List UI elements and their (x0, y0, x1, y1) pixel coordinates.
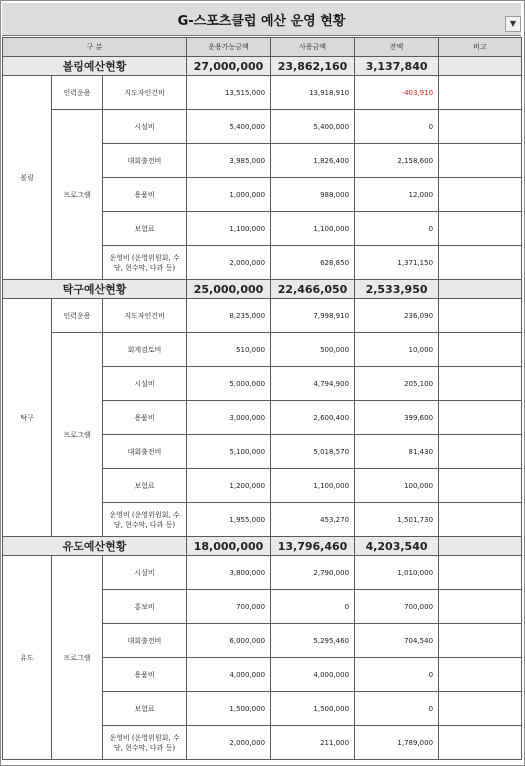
cell-balance: 399,600 (355, 401, 439, 435)
group-label: 프로그램 (52, 556, 103, 760)
cell-balance: 0 (355, 212, 439, 246)
summary-label: 탁구예산현황 (3, 280, 187, 299)
item-label: 대회출전비 (103, 624, 187, 658)
cell-note (439, 624, 522, 658)
cell-used: 5,295,460 (271, 624, 355, 658)
summary-balance: 2,533,950 (355, 280, 439, 299)
cell-used: 5,018,570 (271, 435, 355, 469)
item-label: 시설비 (103, 367, 187, 401)
summary-row-tabletennis (3, 280, 522, 299)
table-row (3, 110, 522, 144)
cell-note (439, 401, 522, 435)
cell-used: 628,850 (271, 246, 355, 280)
table-row (3, 76, 522, 110)
header-row (3, 38, 522, 57)
cell-note (439, 76, 522, 110)
cell-note (439, 333, 522, 367)
summary-note (439, 537, 522, 556)
cell-balance: 0 (355, 110, 439, 144)
cell-balance: 2,158,600 (355, 144, 439, 178)
cell-available: 700,000 (187, 590, 271, 624)
sport-label: 탁구 (3, 299, 52, 537)
group-label: 프로그램 (52, 110, 103, 280)
cell-note (439, 590, 522, 624)
sport-label: 유도 (3, 556, 52, 760)
cell-balance: -403,910 (355, 76, 439, 110)
cell-balance: 205,100 (355, 367, 439, 401)
cell-balance: 700,000 (355, 590, 439, 624)
summary-balance: 3,137,840 (355, 57, 439, 76)
cell-available: 5,400,000 (187, 110, 271, 144)
cell-used: 5,400,000 (271, 110, 355, 144)
summary-row-judo (3, 537, 522, 556)
cell-available: 3,800,000 (187, 556, 271, 590)
group-label: 프로그램 (52, 333, 103, 537)
cell-used: 4,794,900 (271, 367, 355, 401)
group-label: 인력운용 (52, 299, 103, 333)
summary-used: 23,862,160 (271, 57, 355, 76)
header-category: 구 분 (3, 38, 187, 57)
cell-balance: 0 (355, 692, 439, 726)
cell-available: 1,200,000 (187, 469, 271, 503)
cell-available: 4,000,000 (187, 658, 271, 692)
item-label: 시설비 (103, 110, 187, 144)
cell-note (439, 503, 522, 537)
cell-available: 13,515,000 (187, 76, 271, 110)
cell-used: 500,000 (271, 333, 355, 367)
cell-used: 1,100,000 (271, 469, 355, 503)
cell-used: 7,998,910 (271, 299, 355, 333)
summary-balance: 4,203,540 (355, 537, 439, 556)
cell-available: 3,985,000 (187, 144, 271, 178)
cell-available: 2,000,000 (187, 246, 271, 280)
cell-used: 2,790,000 (271, 556, 355, 590)
cell-note (439, 246, 522, 280)
cell-note (439, 556, 522, 590)
budget-table (2, 37, 522, 760)
cell-balance: 1,501,730 (355, 503, 439, 537)
cell-note (439, 299, 522, 333)
cell-used: 211,000 (271, 726, 355, 760)
item-label: 홍보비 (103, 590, 187, 624)
item-label: 시설비 (103, 556, 187, 590)
cell-balance: 12,000 (355, 178, 439, 212)
item-label: 운영비 (운영위원회, 수당, 현수막, 다과 등) (103, 726, 187, 760)
item-label: 용품비 (103, 658, 187, 692)
item-label: 보험료 (103, 212, 187, 246)
cell-used: 1,826,400 (271, 144, 355, 178)
sheet-title-text: G-스포츠클럽 예산 운영 현황 (177, 13, 346, 29)
cell-note (439, 110, 522, 144)
cell-note (439, 658, 522, 692)
cell-balance: 100,000 (355, 469, 439, 503)
cell-balance: 10,000 (355, 333, 439, 367)
cell-balance: 1,371,150 (355, 246, 439, 280)
cell-available: 3,000,000 (187, 401, 271, 435)
summary-available: 25,000,000 (187, 280, 271, 299)
cell-note (439, 178, 522, 212)
table-row (3, 556, 522, 590)
summary-available: 18,000,000 (187, 537, 271, 556)
chevron-down-icon[interactable]: ▼ (505, 16, 521, 32)
cell-used: 2,600,400 (271, 401, 355, 435)
cell-balance: 1,010,000 (355, 556, 439, 590)
cell-note (439, 435, 522, 469)
sport-label: 볼링 (3, 76, 52, 280)
cell-note (439, 726, 522, 760)
table-row (3, 299, 522, 333)
item-label: 대회출전비 (103, 144, 187, 178)
group-label: 인력운용 (52, 76, 103, 110)
cell-used: 1,500,000 (271, 692, 355, 726)
summary-used: 13,796,460 (271, 537, 355, 556)
item-label: 보험료 (103, 692, 187, 726)
cell-note (439, 469, 522, 503)
cell-balance: 1,789,000 (355, 726, 439, 760)
cell-used: 4,000,000 (271, 658, 355, 692)
item-label: 운영비 (운영위원회, 수당, 현수막, 다과 등) (103, 246, 187, 280)
item-label: 지도자인건비 (103, 299, 187, 333)
cell-balance: 0 (355, 658, 439, 692)
cell-used: 1,100,000 (271, 212, 355, 246)
summary-label: 볼링예산현황 (3, 57, 187, 76)
cell-available: 8,235,000 (187, 299, 271, 333)
item-label: 용품비 (103, 178, 187, 212)
cell-available: 1,000,000 (187, 178, 271, 212)
cell-note (439, 212, 522, 246)
item-label: 대회출전비 (103, 435, 187, 469)
item-label: 운영비 (운영위원회, 수당, 현수막, 다과 등) (103, 503, 187, 537)
cell-balance: 704,540 (355, 624, 439, 658)
header-note: 비고 (439, 38, 522, 57)
summary-row-bowling (3, 57, 522, 76)
cell-used: 0 (271, 590, 355, 624)
cell-used: 453,270 (271, 503, 355, 537)
header-used: 사용금액 (271, 38, 355, 57)
cell-available: 5,100,000 (187, 435, 271, 469)
cell-balance: 236,090 (355, 299, 439, 333)
cell-available: 510,000 (187, 333, 271, 367)
item-label: 용품비 (103, 401, 187, 435)
cell-available: 5,000,000 (187, 367, 271, 401)
cell-note (439, 692, 522, 726)
cell-available: 1,955,000 (187, 503, 271, 537)
cell-used: 988,000 (271, 178, 355, 212)
header-balance: 잔액 (355, 38, 439, 57)
cell-available: 1,500,000 (187, 692, 271, 726)
sheet-title (2, 3, 521, 36)
summary-used: 22,466,050 (271, 280, 355, 299)
summary-label: 유도예산현황 (3, 537, 187, 556)
item-label: 회계검토비 (103, 333, 187, 367)
cell-available: 2,000,000 (187, 726, 271, 760)
summary-note (439, 57, 522, 76)
table-row (3, 333, 522, 367)
summary-available: 27,000,000 (187, 57, 271, 76)
cell-note (439, 367, 522, 401)
header-available: 운용가능금액 (187, 38, 271, 57)
cell-note (439, 144, 522, 178)
item-label: 보험료 (103, 469, 187, 503)
cell-used: 13,918,910 (271, 76, 355, 110)
cell-balance: 81,430 (355, 435, 439, 469)
cell-available: 6,000,000 (187, 624, 271, 658)
item-label: 지도자인건비 (103, 76, 187, 110)
cell-available: 1,100,000 (187, 212, 271, 246)
summary-note (439, 280, 522, 299)
